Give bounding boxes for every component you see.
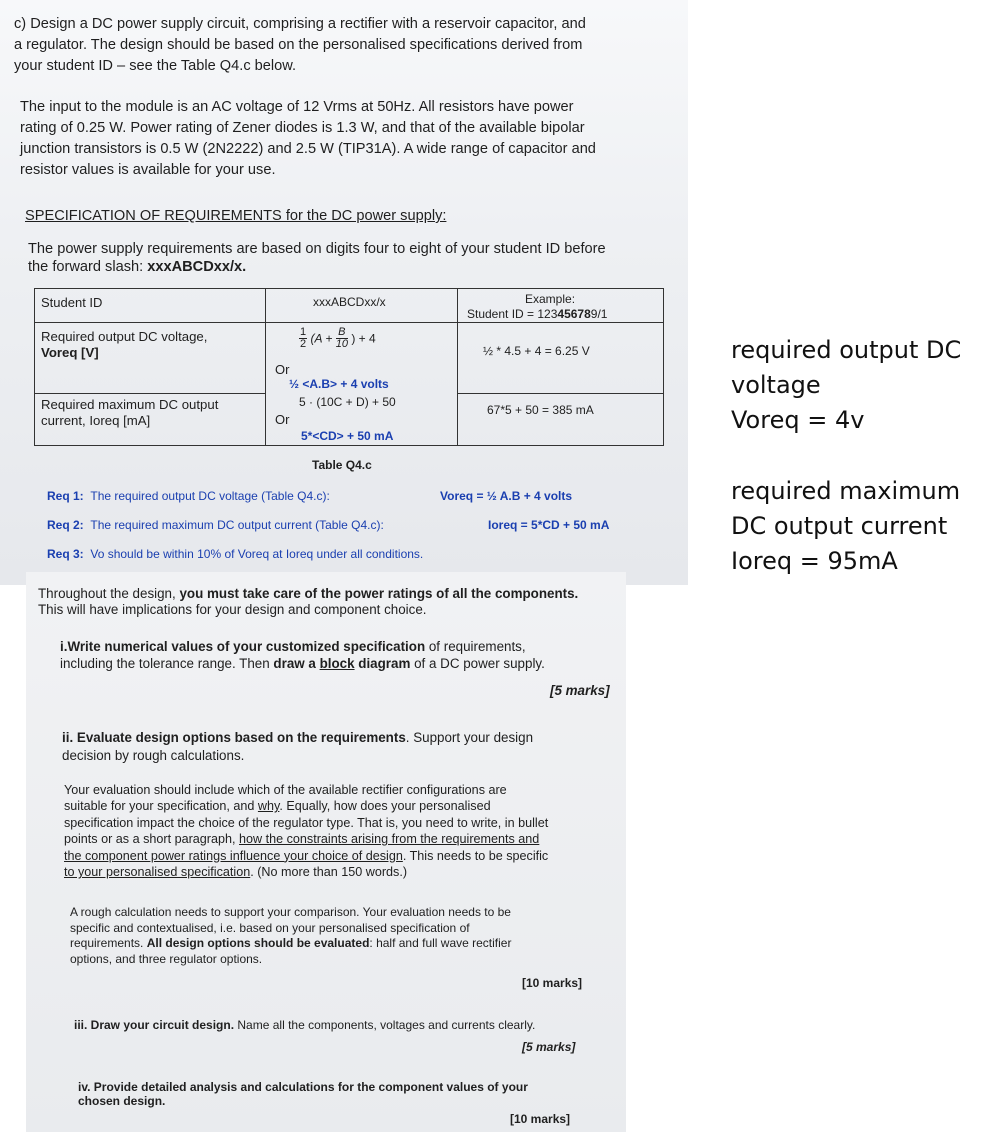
evaluation-paragraph: Your evaluation should include which of the available rectifier configurations are suitable for your specification, and why. Equally, how does your personalised specification impact the choice of the regulator type. That is, you need to write, in bullet points or as a short paragraph, how the constraints arising from the requirements and the component power ratings influence your choice of design. This needs to be specific to your personalised specification. (No more than 150 words.) bbox=[64, 783, 549, 880]
note-voltage-line2: voltage bbox=[731, 371, 821, 399]
row1-example: ½ * 4.5 + 4 = 6.25 V bbox=[483, 344, 590, 358]
req2-formula: Ioreq = 5*CD + 50 mA bbox=[488, 518, 610, 532]
req3: Req 3: Vo should be within 10% of Voreq at Ioreq under all conditions. bbox=[47, 547, 424, 561]
input-line: rating of 0.25 W. Power rating of Zener diodes is 1.3 W, and that of the available bipolar bbox=[20, 120, 585, 136]
part-iv-line2: chosen design. bbox=[78, 1094, 166, 1108]
throughout-line: This will have implications for your design and component choice. bbox=[38, 602, 427, 617]
spec-heading: SPECIFICATION OF REQUIREMENTS for the DC power supply: bbox=[25, 208, 447, 224]
row2-example: 67*5 + 50 = 385 mA bbox=[487, 403, 594, 417]
marks: [5 marks] bbox=[522, 1040, 576, 1054]
row2-label: Required maximum DC output bbox=[41, 397, 219, 412]
current-formula: 5 · (10C + D) + 50 bbox=[299, 395, 396, 409]
current-alt-formula: 5*<CD> + 50 mA bbox=[301, 429, 394, 443]
document-photo-bottom bbox=[26, 572, 626, 1132]
table-header-student: Student ID bbox=[41, 295, 103, 310]
rough-calc-paragraph: A rough calculation needs to support your comparison. Your evaluation needs to be specific and contextualised, i.e. based on your personalised specification of requirements. All design options should be evaluated: half and full wave rectifier options, and three regulator options. bbox=[70, 905, 512, 966]
note-voltage-line1: required output DC bbox=[731, 336, 962, 364]
or-label: Or bbox=[275, 412, 290, 427]
note-voltage-value: Voreq = 4v bbox=[731, 406, 865, 434]
marks: [10 marks] bbox=[522, 976, 583, 990]
question-line: a regulator. The design should be based on the personalised specifications derived from bbox=[14, 37, 583, 53]
part-i: i.Write numerical values of your customized specification of requirements, bbox=[60, 639, 526, 654]
marks: [5 marks] bbox=[550, 683, 610, 698]
voltage-alt-formula: ½ <A.B> + 4 volts bbox=[289, 377, 389, 391]
req2: Req 2: The required maximum DC output current (Table Q4.c): bbox=[47, 518, 384, 532]
part-iv: iv. Provide detailed analysis and calculations for the component values of your bbox=[78, 1080, 528, 1094]
marks: [10 marks] bbox=[510, 1112, 571, 1126]
table-caption: Table Q4.c bbox=[312, 458, 372, 472]
voltage-formula: $\frac{1}{2}$ (A + $\frac{B}{10}$ ) + 4 bbox=[300, 326, 376, 350]
note-current-line2: DC output current bbox=[731, 512, 948, 540]
or-label: Or bbox=[275, 362, 290, 377]
req1: Req 1: The required output DC voltage (Table Q4.c): bbox=[47, 489, 330, 503]
part-ii: ii. Evaluate design options based on the requirements. Support your design bbox=[62, 730, 534, 745]
input-line: resistor values is available for your use. bbox=[20, 162, 276, 178]
req1-formula: Voreq = ½ A.B + 4 volts bbox=[440, 489, 573, 503]
row2-unit: current, Ioreq [mA] bbox=[41, 413, 151, 428]
table-header-code: xxxABCDxx/x bbox=[313, 295, 386, 309]
part-i-line2: including the tolerance range. Then draw a block diagram of a DC power supply. bbox=[60, 656, 545, 671]
part-iii: iii. Draw your circuit design. Name all the components, voltages and currents clearly. bbox=[74, 1018, 536, 1032]
question-line: c) Design a DC power supply circuit, comprising a rectifier with a reservoir capacitor, and bbox=[14, 16, 586, 32]
note-current-value: Ioreq = 95mA bbox=[731, 547, 898, 575]
spec-line: The power supply requirements are based on digits four to eight of your student ID before bbox=[28, 241, 606, 257]
question-line: your student ID – see the Table Q4.c below. bbox=[14, 58, 297, 74]
input-line: junction transistors is 0.5 W (2N2222) and 2.5 W (TIP31A). A wide range of capacitor and bbox=[20, 141, 596, 157]
spec-table bbox=[34, 288, 664, 446]
part-ii-line2: decision by rough calculations. bbox=[62, 748, 245, 763]
table-header-example-id: Student ID = 123456789/1 bbox=[467, 307, 608, 321]
document-photo-top bbox=[0, 0, 688, 585]
input-line: The input to the module is an AC voltage of 12 Vrms at 50Hz. All resistors have power bbox=[20, 99, 574, 115]
row1-label: Required output DC voltage, bbox=[41, 329, 208, 344]
spec-line: the forward slash: xxxABCDxx/x. bbox=[28, 259, 247, 275]
row1-unit: Voreq [V] bbox=[41, 345, 99, 360]
throughout-line: Throughout the design, you must take care of the power ratings of all the components. bbox=[38, 586, 579, 601]
note-current-line1: required maximum bbox=[731, 477, 961, 505]
table-header-example: Example: bbox=[525, 292, 576, 306]
